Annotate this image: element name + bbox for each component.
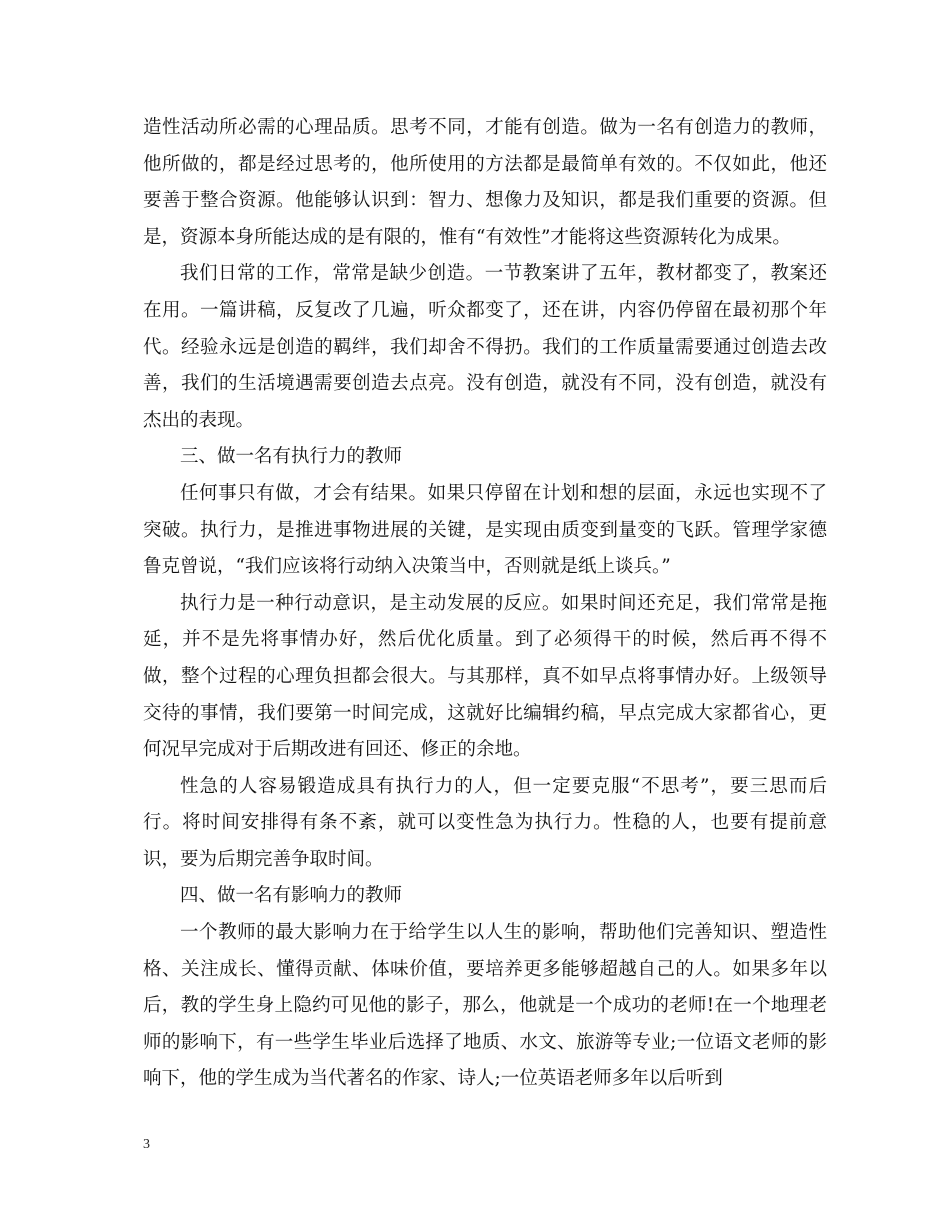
section-heading-execution: 三、做一名有执行力的教师 <box>180 446 403 468</box>
section-heading-influence: 四、做一名有影响力的教师 <box>180 885 403 907</box>
paragraph-creativity-continued: 造性活动所必需的心理品质。思考不同，才能有创造。做为一名有创造力的教师，他所做的，都是经过思考的，他所使用的方法都是最简单有效的。不仅如此，他还要善于整合资源。他能够认识到：智力、想像力及知识，都是我们重要的资源。但是，资源本身所能达成的是有限的，惟有“有效性”才能将这些资源转化为成果。 <box>143 117 827 248</box>
paragraph-execution-awareness: 执行力是一种行动意识，是主动发展的反应。如果时间还充足，我们常常是拖延，并不是先将事情办好，然后优化质量。到了必须得干的时候，然后再不得不做，整个过程的心理负担都会很大。与其那样，真不如早点将事情办好。上级领导交待的事情，我们要第一时间完成，这就好比编辑约稿，早点完成大家都省心，更何况早完成对于后期改进有回还、修正的余地。 <box>143 592 827 761</box>
document-body <box>143 110 827 1098</box>
paragraph-temperament: 性急的人容易锻造成具有执行力的人，但一定要克服“不思考”，要三思而后行。将时间安排得有条不紊，就可以变性急为执行力。性稳的人，也要有提前意识，要为后期完善争取时间。 <box>143 775 827 870</box>
paragraph-daily-work: 我们日常的工作，常常是缺少创造。一节教案讲了五年，教材都变了，教案还在用。一篇讲稿，反复改了几遍，听众都变了，还在讲，内容仍停留在最初那个年代。经验永远是创造的羁绊，我们却舍不得扔。我们的工作质量需要通过创造去改善，我们的生活境遇需要创造去点亮。没有创造，就没有不同，没有创造，就没有杰出的表现。 <box>143 263 827 431</box>
page-number: 3 <box>143 1137 150 1152</box>
paragraph-influence: 一个教师的最大影响力在于给学生以人生的影响，帮助他们完善知识、塑造性格、关注成长、懂得贡献、体味价值，要培养更多能够超越自己的人。如果多年以后，教的学生身上隐约可见他的影子，那么，他就是一个成功的老师!在一个地理老师的影响下，有一些学生毕业后选择了地质、水文、旅游等专业;一位语文老师的影响下，他的学生成为当代著名的作家、诗人;一位英语老师多年以后听到 <box>143 922 827 1090</box>
paragraph-execution-intro: 任何事只有做，才会有结果。如果只停留在计划和想的层面，永远也实现不了突破。执行力，是推进事物进展的关键，是实现由质变到量变的飞跃。管理学家德鲁克曾说，“我们应该将行动纳入决策当中，否则就是纸上谈兵。” <box>143 482 827 578</box>
